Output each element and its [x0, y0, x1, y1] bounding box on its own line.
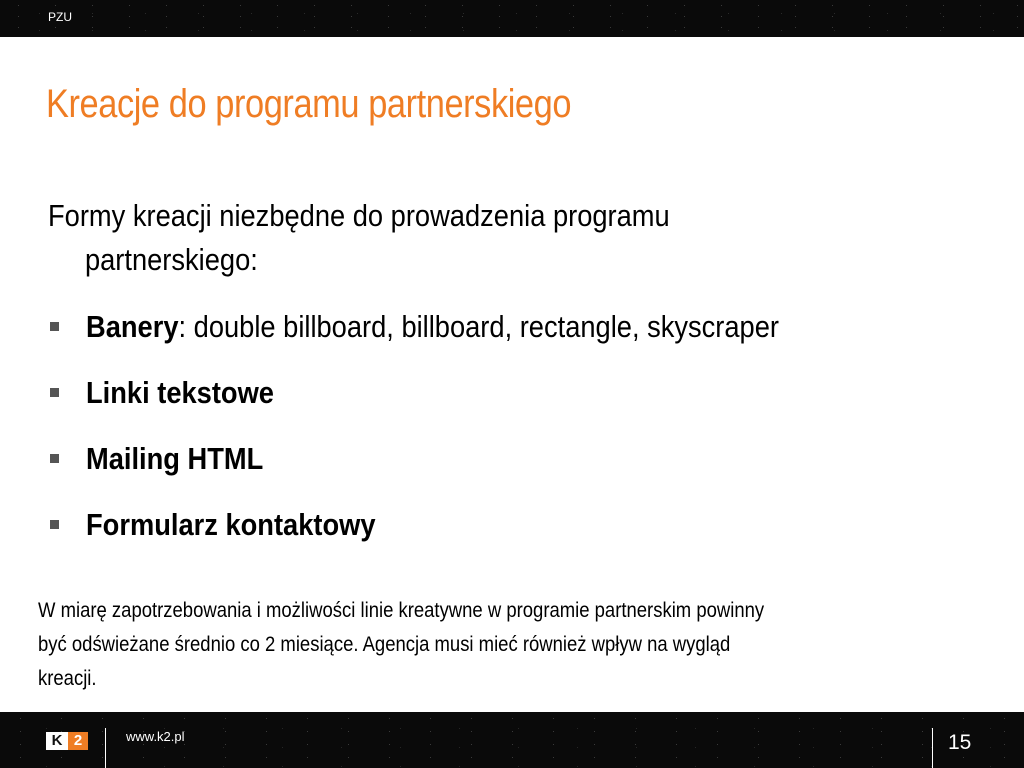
note-line-1: W miarę zapotrzebowania i możliwości linie kreatywne w programie partnerskim powinny: [38, 599, 765, 622]
intro-line-1: Formy kreacji niezbędne do prowadzenia programu: [48, 198, 670, 233]
intro-line-2: partnerskiego:: [84, 242, 258, 277]
bullet-bold: Mailing HTML: [86, 441, 264, 476]
bullet-bold: Formularz kontaktowy: [86, 507, 376, 542]
intro-text: [48, 194, 770, 282]
bullet-bold: Banery: [86, 309, 179, 344]
bullet-rest: : double billboard, billboard, rectangle, skyscraper: [178, 309, 780, 344]
bullet-text: [86, 503, 376, 547]
note-line-2: być odświeżane średnio co 2 miesiące. Agencja musi mieć również wpływ na wygląd: [38, 633, 731, 656]
k2-logo: [46, 732, 88, 750]
logo-2: 2: [68, 732, 88, 750]
bullet-text: [86, 371, 274, 415]
footer-divider-right: [932, 728, 933, 768]
bullet-text: [86, 305, 779, 349]
footer-divider-left: [105, 728, 106, 768]
bullet-bold: Linki tekstowe: [86, 375, 274, 410]
square-bullet-icon: [50, 454, 59, 463]
logo-k: K: [46, 732, 68, 750]
slide-title: Kreacje do programu partnerskiego: [46, 82, 572, 126]
square-bullet-icon: [50, 520, 59, 529]
header-bar: [0, 0, 1024, 37]
note-line-3: kreacji.: [38, 667, 97, 690]
header-label: PZU: [48, 10, 72, 24]
page-number: 15: [948, 731, 972, 754]
square-bullet-icon: [50, 388, 59, 397]
footer-url: www.k2.pl: [126, 729, 185, 744]
note-paragraph: [38, 594, 971, 696]
square-bullet-icon: [50, 322, 59, 331]
footer-bar: [0, 712, 1024, 768]
bullet-text: [86, 437, 263, 481]
